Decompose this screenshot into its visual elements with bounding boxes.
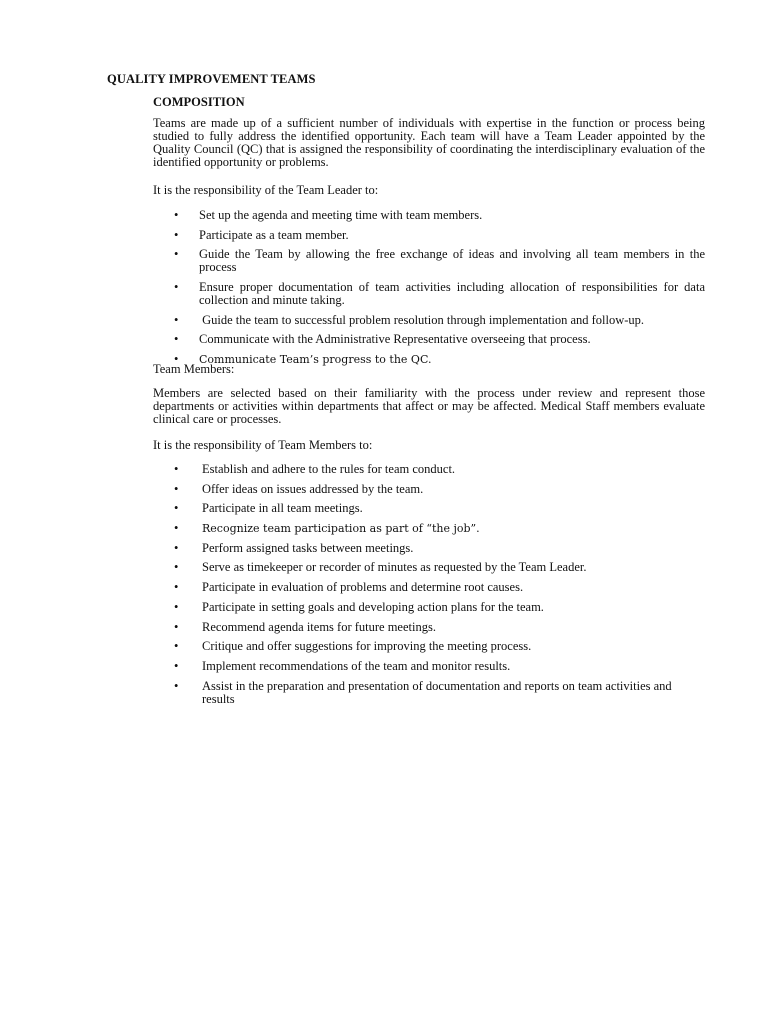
- members-paragraph: Members are selected based on their familiarity with the process under review and represent those departments or activities within departments that affect or may be affected. Medical Staff members evaluate clinical care or processes.: [153, 386, 705, 426]
- list-item: • Communicate Team’s progress to the QC.: [174, 352, 432, 367]
- list-item: • Serve as timekeeper or recorder of minutes as requested by the Team Leader.: [174, 560, 587, 575]
- bullet-icon: •: [174, 462, 179, 476]
- members-heading: Team Members:: [153, 362, 235, 376]
- list-item: • Participate in setting goals and developing action plans for the team.: [174, 599, 544, 614]
- bullet-icon: •: [174, 312, 179, 327]
- leader-responsibilities: [153, 209, 705, 373]
- leader-lead-in: It is the responsibility of the Team Leader to:: [153, 183, 379, 197]
- list-item: • Recommend agenda items for future meetings.: [174, 619, 436, 634]
- bullet-icon: •: [174, 247, 179, 262]
- bullet-icon: •: [174, 658, 179, 673]
- bullet-icon: •: [174, 208, 179, 222]
- bullet-icon: •: [174, 352, 179, 367]
- bullet-icon: •: [174, 501, 179, 516]
- bullet-icon: •: [174, 678, 179, 693]
- list-item: • Perform assigned tasks between meetings.: [174, 540, 414, 555]
- bullet-icon: •: [174, 619, 179, 634]
- list-item: • Offer ideas on issues addressed by the team.: [174, 481, 424, 496]
- intro-paragraph: Teams are made up of a sufficient number of individuals with expertise in the function or process being studied to fully address the identified opportunity. Each team will have a Team Leader appointed by the Quality Council (QC) that is assigned the responsibility of coordinating the interdisciplinary evaluation of the identified opportunity or problems.: [153, 116, 705, 169]
- list-item: • Recognize team participation as part of “the job”.: [174, 521, 480, 536]
- list-item: • Participate in evaluation of problems and determine root causes.: [174, 580, 524, 595]
- member-responsibilities: [153, 463, 705, 712]
- bullet-icon: •: [174, 580, 179, 595]
- list-item: • Implement recommendations of the team and monitor results.: [174, 658, 511, 673]
- bullet-icon: •: [174, 521, 179, 536]
- bullet-icon: •: [174, 481, 179, 496]
- list-item: • Set up the agenda and meeting time with team members.: [174, 208, 483, 222]
- bullet-icon: •: [174, 560, 179, 575]
- list-item: • Participate as a team member.: [174, 227, 349, 242]
- list-item: • Communicate with the Administrative Representative overseeing that process.: [174, 332, 591, 347]
- list-item: • Critique and offer suggestions for improving the meeting process.: [174, 639, 532, 654]
- list-item: • Guide the Team by allowing the free exchange of ideas and involving all team members in the process: [174, 247, 705, 275]
- bullet-icon: •: [174, 540, 179, 555]
- list-item: • Participate in all team meetings.: [174, 501, 363, 516]
- list-item: • Establish and adhere to the rules for team conduct.: [174, 462, 456, 476]
- bullet-icon: •: [174, 280, 179, 295]
- list-item: • Assist in the preparation and presentation of documentation and reports on team activities and results: [174, 678, 672, 706]
- members-lead-in: It is the responsibility of Team Members to:: [153, 438, 373, 452]
- bullet-icon: •: [174, 599, 179, 614]
- document-title: QUALITY IMPROVEMENT TEAMS: [107, 72, 316, 86]
- bullet-icon: •: [174, 332, 179, 347]
- list-item: • Ensure proper documentation of team activities including allocation of responsibilities for data collection and minute taking.: [174, 280, 705, 308]
- bullet-icon: •: [174, 639, 179, 654]
- bullet-icon: •: [174, 227, 179, 242]
- section-heading: COMPOSITION: [153, 95, 245, 109]
- list-item: • Guide the team to successful problem resolution through implementation and follow-up.: [174, 312, 645, 327]
